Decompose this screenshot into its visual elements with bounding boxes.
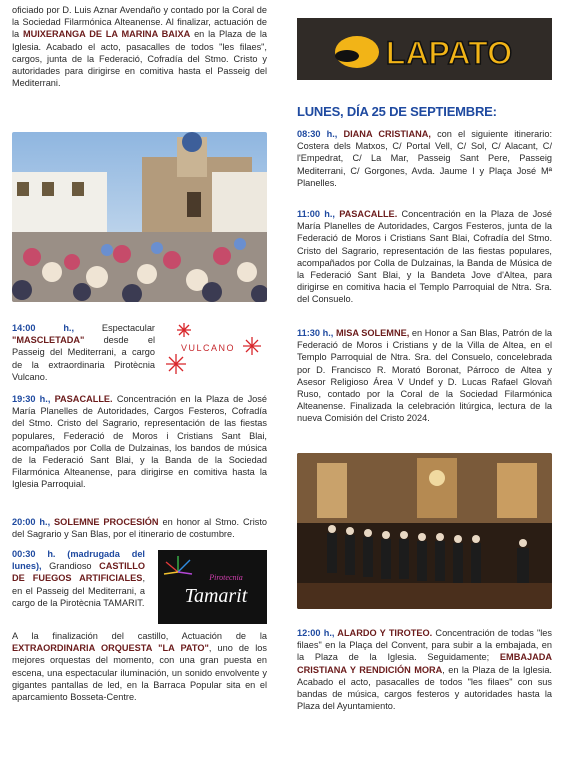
tamarit-logo [158,550,267,624]
lapato-logo [297,18,552,80]
choir-church-image [297,453,552,609]
pasacalle-left-paragraph: 19:30 h., PASACALLE. Concentración en la Plaza de José María Planelles de Autoridades, Cargos Festeros, Cofradía del Stmo. Cristo del Sagrario, representación de las fiestas populares, Federació de Moros i Cristians Sant Blai, acompañados por Colla de Dulzainas, los bandos de música de la Federació Sant Blai, y la Banda de la Sociedad Filarmónica Alteanense, para dirigirse en comitiva hasta la Iglesia Parroquial. [12,394,267,490]
svg-text:LAPATO: LAPATO [385,35,513,71]
muixeranga-title: MUIXERANGA DE LA MARINA BAIXA [22,29,191,40]
diana-paragraph: 08:30 h., DIANA CRISTIANA, con el siguiente itinerario: Costera dels Matxos, C/ Portal Vell, C/ Sol, C/ Alacant, C/ l'Empedrat, C/ La Mar, Passeig Sant Pere, Passeig Mediterrani, C/ Gorgones, Avda. Jaume I y Plaça José Mª Planelles. [297,129,552,188]
alardo-paragraph: 12:00 h., ALARDO Y TIROTEO. Concentración de todas "les filaes" en la Plaça del Convent, para subir a la embajada, en la Plaza de la Iglesia. Seguidamente; EMBAJADA CRISTIANA Y RENDICIÓN MORA, en la Plaza de la Iglesia. Acabado el acto, pasacalles de todos "les filaes" con sus bandas de música, cargos festeros y autoridades hasta la Plaza del Ayuntamiento. [297,628,553,712]
mascletada-paragraph: 14:00 h., Espectacular "MASCLETADA" desde el Passeig del Mediterrani, a cargo de la extraordinaria Pirotècnia Vulcano. [12,323,155,382]
plaza-dance-photo [12,132,267,302]
day-heading: LUNES, DÍA 25 DE SEPTIEMBRE: [297,104,497,119]
svg-text:Pirotecnia: Pirotecnia [209,573,243,582]
svg-text:Tamarit: Tamarit [184,585,248,607]
pasacalle-right-paragraph: 11:00 h., PASACALLE. Concentración en la Plaza de José María Planelles de Autoridades, Cargos Festeros, junta de la Federació de Moros i Cristians Sant Blai, Cofradía del Stmo. Cristo del Sagrario, representación de las fiestas populares, acompañados por Colla de Dulzainas, la Banda de Música de la Federació Sant Blai, y la Bandeta Jove d'Altea, para dirigirse en comitiva hacia el Templo Parroquial de Ntra. Sra. del Consuelo. [297,209,552,305]
choir-photo [297,453,552,609]
tamarit-fireworks-icon [158,550,267,624]
intro-paragraph: oficiado por D. Luis Aznar Avendaño y contado por la Coral de la Sociedad Filarmónica Alteanense. Al finalizar, actuación de la MUIXERANGA DE LA MARINA BAIXA en la Plaza de la Iglesia. Acabado el acto, pasacalles de todos "les filaes", cargos, junta de la Federació, Cofradía del Stmo. Cristo y autoridades para dirigirse en comitiva hasta el Passeig del Mediterrani. [12,5,267,89]
castillo-paragraph: 00:30 h. (madrugada del lunes), Grandioso CASTILLO DE FUEGOS ARTIFICIALES, en el Passeig del Mediterrani, a cargo de la Pirotècnia TAMARIT. [12,549,145,608]
plaza-dance-image [12,132,267,302]
lapato-duck-icon [297,18,552,80]
procesion-paragraph: 20:00 h., SOLEMNE PROCESIÓN en honor al Stmo. Cristo del Sagrario y San Blas, por el itinerario de costumbre. [12,517,267,540]
vulcano-logo [162,318,267,380]
misa-paragraph: 11:30 h., MISA SOLEMNE, en Honor a San Blas, Patrón de la Federació de Moros i Cristians y de la Villa de Altea, en el Templo Parroquial de Ntra. Sra. del Consuelo, concelebrada por D. Francisco R. Morató Boronat, Párroco de Altea y Asesor Religioso Área V Undef y D. Lucas Rafael Glovaň Ruso, contado por la Coral de la Sociedad Filarmónica Alteanense. Finalizada la celebración litúrgica, lectura de la nueva Comisión del Cristo 2024. [297,328,552,424]
orquesta-paragraph: A la finalización del castillo, Actuación de la EXTRAORDINARIA ORQUESTA "LA PATO", uno de los mejores orquestas del momento, con una gran puesta en escena, una espectacular iluminación, un sonido envolvente y gigantes pantallas de led, en la Barraca Popular sita en el aparcamiento Bosseta-Centre. [12,631,267,703]
vulcano-fireworks-icon [162,318,267,380]
svg-text:VULCANO: VULCANO [180,343,236,353]
